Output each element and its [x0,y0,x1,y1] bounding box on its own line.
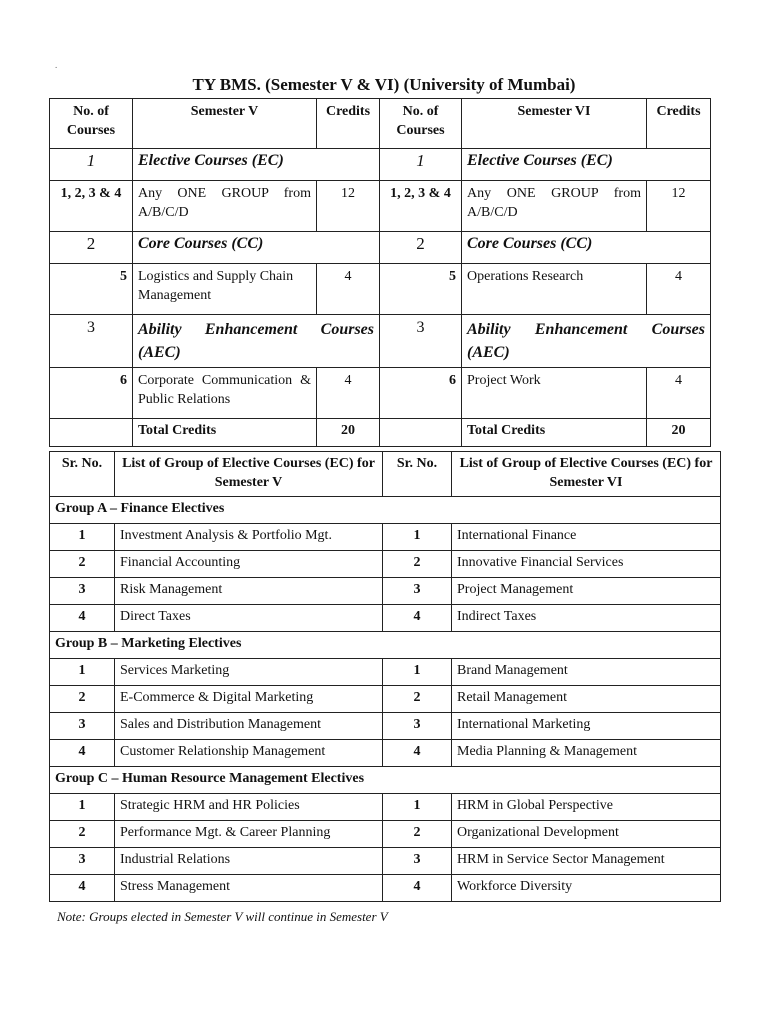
course-v: Investment Analysis & Portfolio Mgt. [115,524,383,551]
total-credits-row [50,419,711,447]
sr-no-v: 3 [50,848,115,875]
sr-no-vi: 3 [383,578,452,605]
sr-no-v: 2 [50,821,115,848]
group-heading-row [50,632,721,659]
table-row [50,551,721,578]
table-row [50,740,721,767]
header-sr-no-vi: Sr. No. [383,452,452,497]
course-v: Stress Management [115,875,383,902]
elective-label-vi: Elective Courses (EC) [462,149,711,181]
group-heading-row [50,767,721,794]
group-title: Group C – Human Resource Management Electives [50,767,721,794]
course-v: Performance Mgt. & Career Planning [115,821,383,848]
course-v: Industrial Relations [115,848,383,875]
elective-course-v: Any ONE GROUP from A/B/C/D [133,181,317,232]
course-vi: Workforce Diversity [452,875,721,902]
group-heading-row [50,497,721,524]
sr-no-vi: 4 [383,875,452,902]
elective-number-v: 1 [50,149,133,181]
course-vi: Innovative Financial Services [452,551,721,578]
credits-table [49,98,711,447]
sr-no-vi: 3 [383,713,452,740]
table-row [50,659,721,686]
header-list-vi: List of Group of Elective Courses (EC) for Semester VI [452,452,721,497]
aec-number-vi: 3 [380,315,462,368]
aec-credits-v: 4 [317,368,380,419]
sr-no-v: 3 [50,713,115,740]
table-row [50,605,721,632]
sr-no-vi: 3 [383,848,452,875]
course-v: E-Commerce & Digital Marketing [115,686,383,713]
elective-course-vi: Any ONE GROUP from A/B/C/D [462,181,647,232]
header-sr-no-v: Sr. No. [50,452,115,497]
course-vi: HRM in Service Sector Management [452,848,721,875]
total-credits-vi: 20 [647,419,711,447]
aec-course-vi: Project Work [462,368,647,419]
elective-credits-v: 12 [317,181,380,232]
table-row [50,848,721,875]
header-credits-vi: Credits [647,99,711,149]
course-vi: Brand Management [452,659,721,686]
course-v: Financial Accounting [115,551,383,578]
header-list-v: List of Group of Elective Courses (EC) for Semester V [115,452,383,497]
elective-course-num-v: 1, 2, 3 & 4 [50,181,133,232]
sr-no-v: 2 [50,686,115,713]
elective-number-vi: 1 [380,149,462,181]
aec-course-row [50,368,711,419]
aec-course-num-v: 6 [50,368,133,419]
sr-no-v: 1 [50,659,115,686]
course-v: Customer Relationship Management [115,740,383,767]
core-label-v: Core Courses (CC) [133,232,380,264]
core-course-num-vi: 5 [380,264,462,315]
header-no-courses-vi: No. of Courses [380,99,462,149]
sr-no-v: 3 [50,578,115,605]
sr-no-vi: 4 [383,740,452,767]
course-vi: International Finance [452,524,721,551]
aec-category-row [50,315,711,368]
header-semester-v: Semester V [133,99,317,149]
stray-dot: . [55,60,58,70]
sr-no-vi: 4 [383,605,452,632]
core-course-v: Logistics and Supply Chain Management [133,264,317,315]
electives-header-row [50,452,721,497]
group-title: Group A – Finance Electives [50,497,721,524]
aec-credits-vi: 4 [647,368,711,419]
course-vi: Indirect Taxes [452,605,721,632]
sr-no-v: 2 [50,551,115,578]
total-credits-v: 20 [317,419,380,447]
sr-no-v: 1 [50,794,115,821]
total-label-v: Total Credits [133,419,317,447]
table-row [50,875,721,902]
aec-course-num-vi: 6 [380,368,462,419]
course-v: Sales and Distribution Management [115,713,383,740]
total-label-vi: Total Credits [462,419,647,447]
elective-label-v: Elective Courses (EC) [133,149,380,181]
sr-no-vi: 1 [383,524,452,551]
aec-number-v: 3 [50,315,133,368]
course-v: Services Marketing [115,659,383,686]
core-course-row [50,264,711,315]
header-credits-v: Credits [317,99,380,149]
elective-course-num-vi: 1, 2, 3 & 4 [380,181,462,232]
elective-course-row [50,181,711,232]
course-vi: Organizational Development [452,821,721,848]
table-row [50,686,721,713]
course-vi: Retail Management [452,686,721,713]
core-category-row [50,232,711,264]
course-v: Strategic HRM and HR Policies [115,794,383,821]
course-vi: HRM in Global Perspective [452,794,721,821]
group-title: Group B – Marketing Electives [50,632,721,659]
sr-no-vi: 2 [383,686,452,713]
core-credits-v: 4 [317,264,380,315]
sr-no-v: 4 [50,740,115,767]
course-vi: Project Management [452,578,721,605]
course-v: Direct Taxes [115,605,383,632]
course-v: Risk Management [115,578,383,605]
core-course-vi: Operations Research [462,264,647,315]
table-row [50,794,721,821]
course-vi: International Marketing [452,713,721,740]
sr-no-vi: 2 [383,821,452,848]
sr-no-v: 4 [50,605,115,632]
sr-no-v: 4 [50,875,115,902]
sr-no-vi: 2 [383,551,452,578]
course-vi: Media Planning & Management [452,740,721,767]
total-blank-v [50,419,133,447]
core-number-v: 2 [50,232,133,264]
core-label-vi: Core Courses (CC) [462,232,711,264]
aec-label-vi: Ability Enhancement Courses (AEC) [462,315,711,368]
sr-no-vi: 1 [383,794,452,821]
core-course-num-v: 5 [50,264,133,315]
page-title: TY BMS. (Semester V & VI) (University of Mumbai) [192,75,576,94]
aec-label-v: Ability Enhancement Courses (AEC) [133,315,380,368]
table-row [50,821,721,848]
header-no-courses-v: No. of Courses [50,99,133,149]
core-number-vi: 2 [380,232,462,264]
total-blank-vi [380,419,462,447]
sr-no-v: 1 [50,524,115,551]
elective-credits-vi: 12 [647,181,711,232]
table-row [50,713,721,740]
core-credits-vi: 4 [647,264,711,315]
footnote: Note: Groups elected in Semester V will continue in Semester V [57,909,388,924]
table-row [50,578,721,605]
sr-no-vi: 1 [383,659,452,686]
aec-course-v: Corporate Communication & Public Relations [133,368,317,419]
credits-header-row [50,99,711,149]
electives-table [49,451,721,902]
table-row [50,524,721,551]
header-semester-vi: Semester VI [462,99,647,149]
elective-category-row [50,149,711,181]
